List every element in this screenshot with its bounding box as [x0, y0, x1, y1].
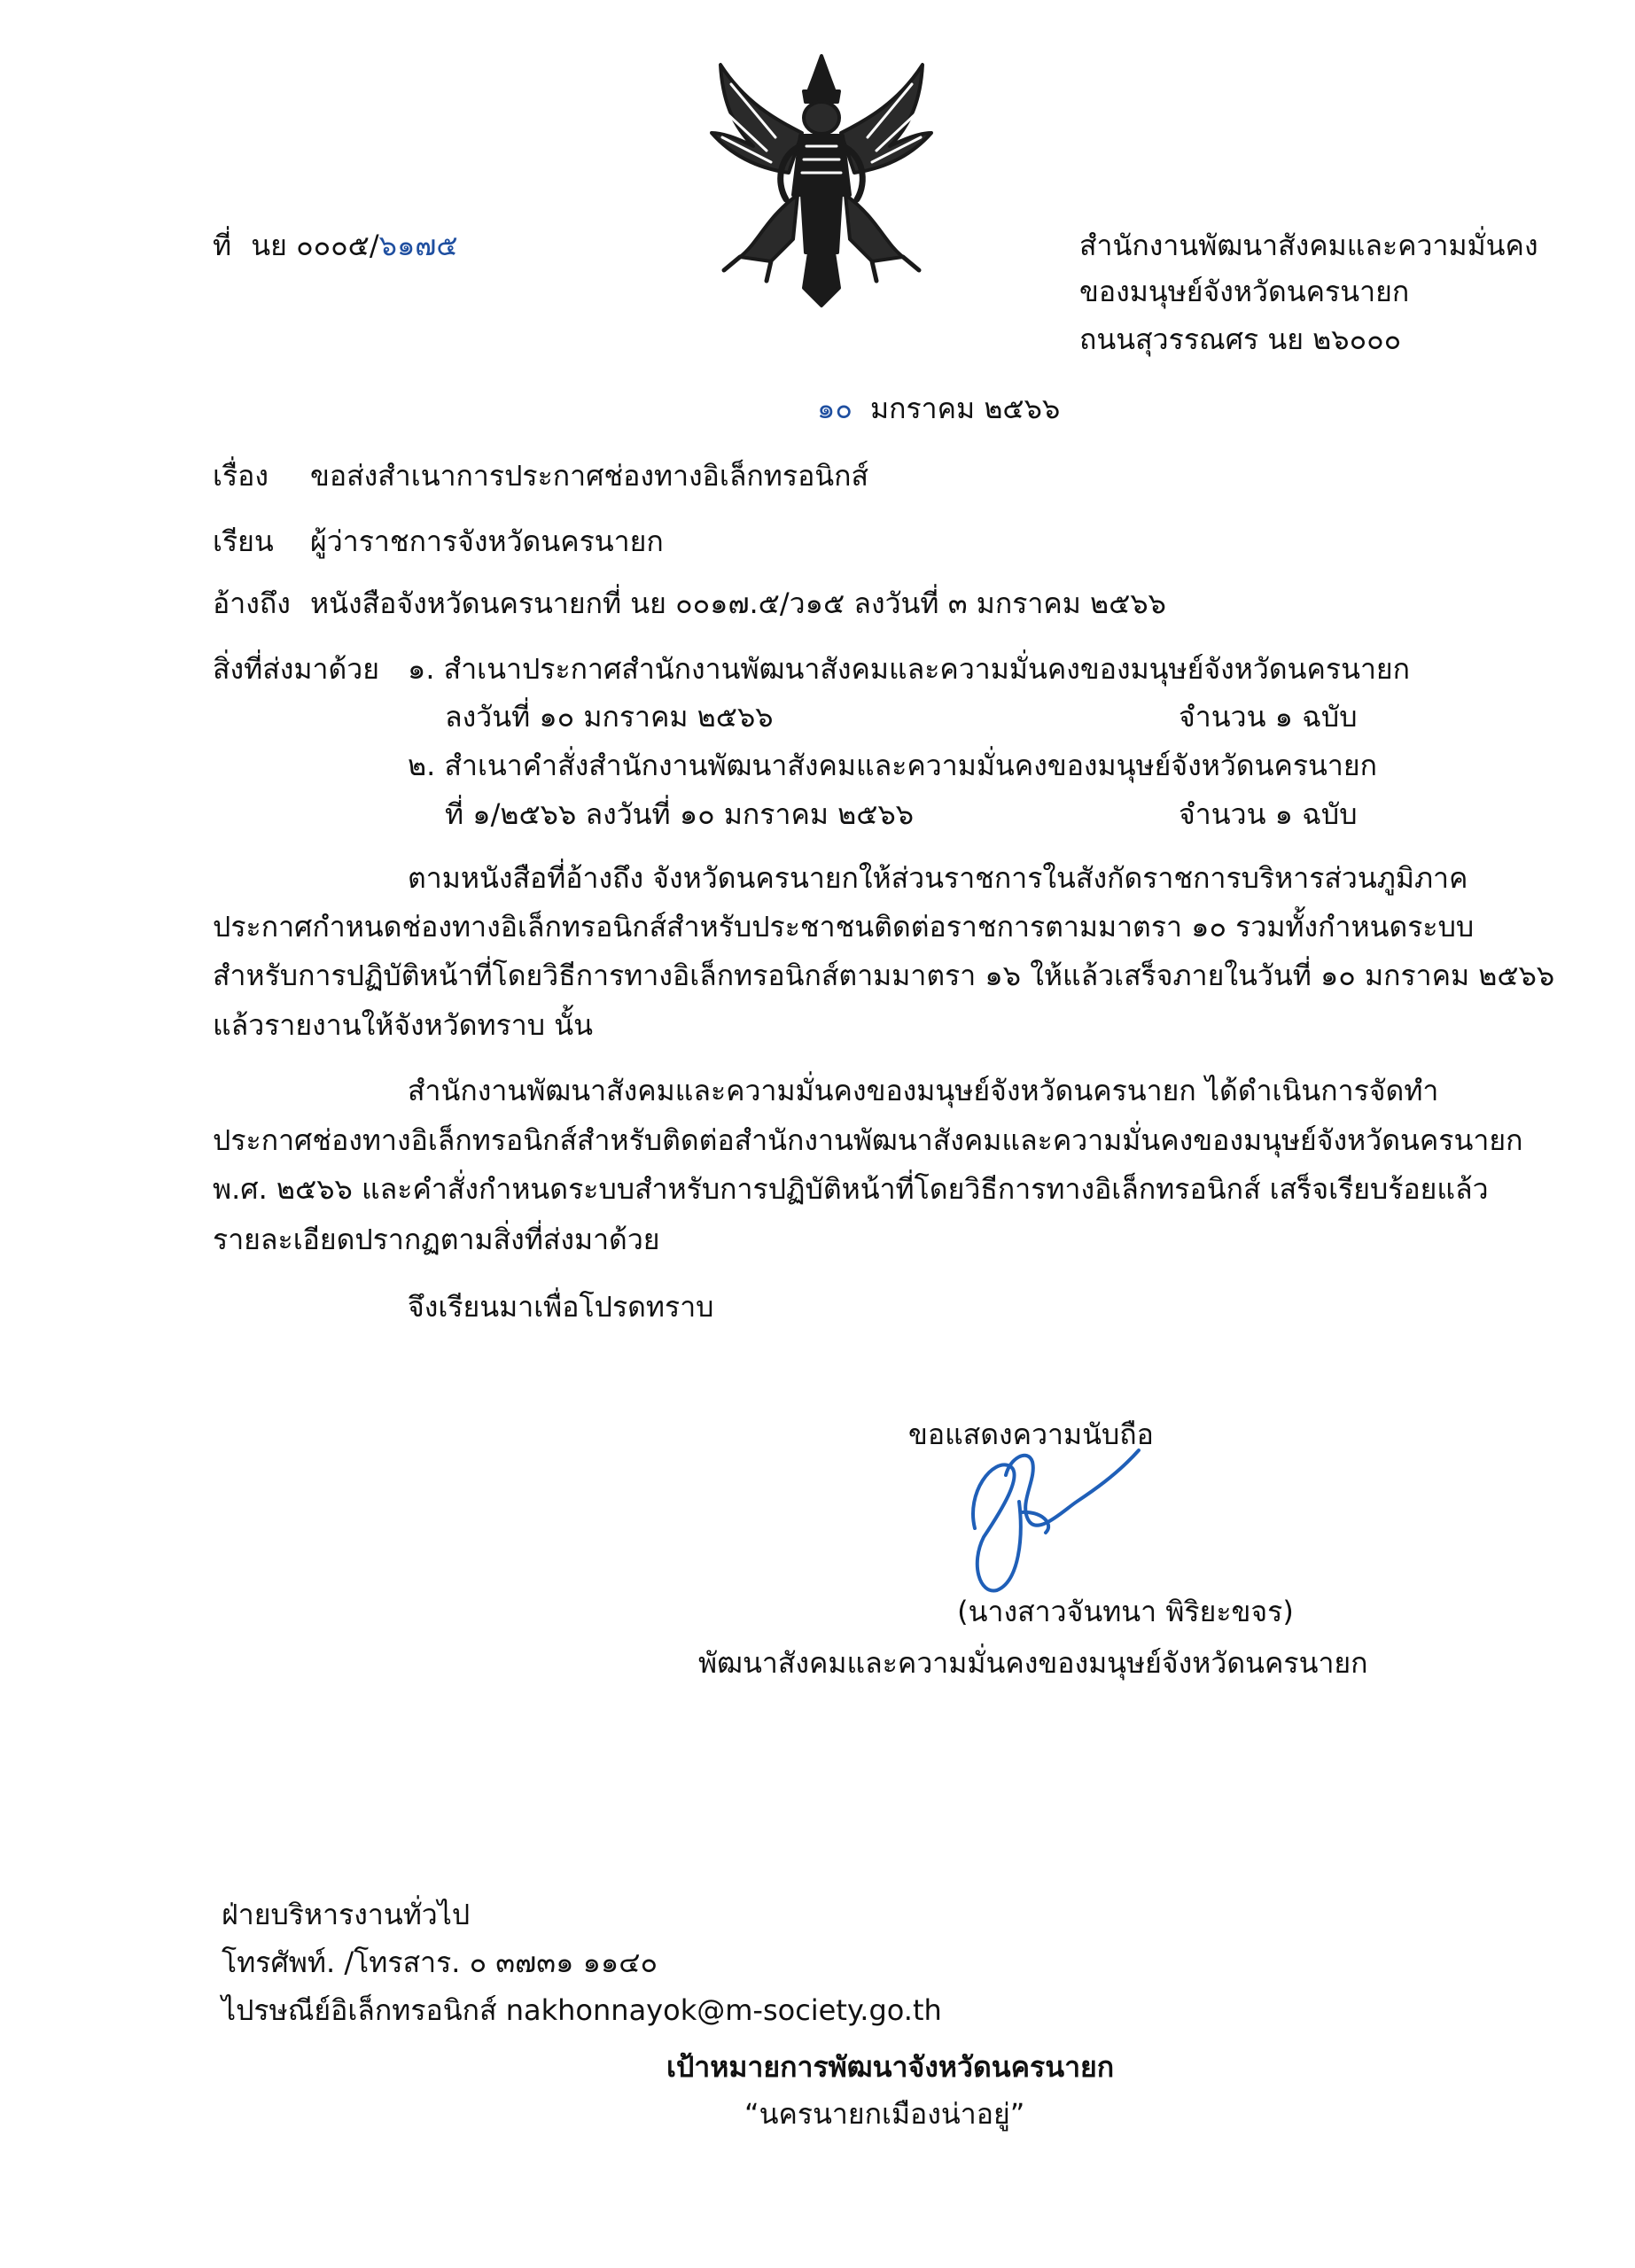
reference-label: อ้างถึง [213, 586, 291, 620]
development-goal: เป้าหมายการพัฒนาจังหวัดนครนายก [666, 2050, 1115, 2084]
enclosure-2-line-1: ๒. สำเนาคำสั่งสำนักงานพัฒนาสังคมและความมั่นคงของมนุษย์จังหวัดนครนายก [408, 749, 1378, 782]
closing-text: จึงเรียนมาเพื่อโปรดทราบ [408, 1290, 714, 1324]
recipient-text: ผู้ว่าราชการจังหวัดนครนายก [310, 524, 664, 558]
subject-label: เรื่อง [213, 459, 269, 493]
date-day-handwritten: ๑๐ [817, 392, 853, 425]
contact-division: ฝ่ายบริหารงานทั่วไป [222, 1898, 471, 1931]
regards-text: ขอแสดงความนับถือ [908, 1418, 1154, 1451]
signer-name: (นางสาวจันทนา พิริยะขจร) [957, 1595, 1294, 1628]
enclosures-label: สิ่งที่ส่งมาด้วย [213, 652, 379, 686]
date-month-year: มกราคม ๒๕๖๖ [870, 392, 1061, 425]
signer-position: พัฒนาสังคมและความมั่นคงของมนุษย์จังหวัดนครนายก [698, 1646, 1368, 1680]
subject-text: ขอส่งสำเนาการประกาศช่องทางอิเล็กทรอนิกส์ [310, 459, 869, 493]
para-2-line-2: ประกาศช่องทางอิเล็กทรอนิกส์สำหรับติดต่อสำนักงานพัฒนาสังคมและความมั่นคงของมนุษย์จังหวัดนครนายก [213, 1123, 1523, 1157]
handwritten-signature [957, 1440, 1143, 1608]
agency-name-line-2: ของมนุษย์จังหวัดนครนายก [1079, 275, 1410, 308]
para-1-line-1: ตามหนังสือที่อ้างถึง จังหวัดนครนายกให้ส่วนราชการในสังกัดราชการบริหารส่วนภูมิภาค [408, 861, 1468, 895]
province-slogan: “นครนายกเมืองน่าอยู่” [744, 2097, 1025, 2131]
para-1-line-4: แล้วรายงานให้จังหวัดทราบ นั้น [213, 1008, 593, 1042]
garuda-emblem-icon [705, 49, 939, 310]
document-date [817, 392, 1060, 425]
recipient-label: เรียน [213, 524, 274, 558]
enclosure-1-quantity: จำนวน ๑ ฉบับ [1179, 700, 1358, 734]
contact-phone: โทรศัพท์. /โทรสาร. ๐ ๓๗๓๑ ๑๑๔๐ [222, 1946, 658, 1979]
enclosure-1-line-1: ๑. สำเนาประกาศสำนักงานพัฒนาสังคมและความมั่นคงของมนุษย์จังหวัดนครนายก [408, 652, 1411, 686]
agency-address: ถนนสุวรรณศร นย ๒๖๐๐๐ [1079, 322, 1402, 356]
agency-name-line-1: สำนักงานพัฒนาสังคมและความมั่นคง [1079, 229, 1538, 262]
enclosure-1-line-2: ลงวันที่ ๑๐ มกราคม ๒๕๖๖ [445, 700, 774, 734]
para-2-line-3: พ.ศ. ๒๕๖๖ และคำสั่งกำหนดระบบสำหรับการปฏิบัติหน้าที่โดยวิธีการทางอิเล็กทรอนิกส์ เสร็จเรียบร้อยแล้ว [213, 1172, 1489, 1206]
enclosure-2-line-2: ที่ ๑/๒๕๖๖ ลงวันที่ ๑๐ มกราคม ๒๕๖๖ [445, 797, 915, 831]
para-2-line-1: สำนักงานพัฒนาสังคมและความมั่นคงของมนุษย์จังหวัดนครนายก ได้ดำเนินการจัดทำ [408, 1074, 1439, 1107]
contact-email: ไปรษณีย์อิเล็กทรอนิกส์ nakhonnayok@m-society.go.th [222, 1993, 942, 2027]
para-1-line-2: ประกาศกำหนดช่องทางอิเล็กทรอนิกส์สำหรับประชาชนติดต่อราชการตามมาตรา ๑๐ รวมทั้งกำหนดระบบ [213, 910, 1475, 944]
document-number-prefix: นย ๐๐๐๕/ [251, 229, 379, 262]
reference-text: หนังสือจังหวัดนครนายกที่ นย ๐๐๑๗.๕/ว๑๕ ลงวันที่ ๓ มกราคม ๒๕๖๖ [310, 586, 1166, 620]
document-number-label: ที่ [213, 229, 232, 262]
enclosure-2-quantity: จำนวน ๑ ฉบับ [1179, 797, 1358, 831]
para-2-line-4: รายละเอียดปรากฏตามสิ่งที่ส่งมาด้วย [213, 1223, 660, 1256]
document-number [213, 229, 458, 262]
document-number-handwritten: ๖๑๗๕ [378, 229, 458, 262]
para-1-line-3: สำหรับการปฏิบัติหน้าที่โดยวิธีการทางอิเล็กทรอนิกส์ตามมาตรา ๑๖ ให้แล้วเสร็จภายในวันที่ ๑๐ มกราคม ๒๕๖๖ [213, 959, 1555, 992]
